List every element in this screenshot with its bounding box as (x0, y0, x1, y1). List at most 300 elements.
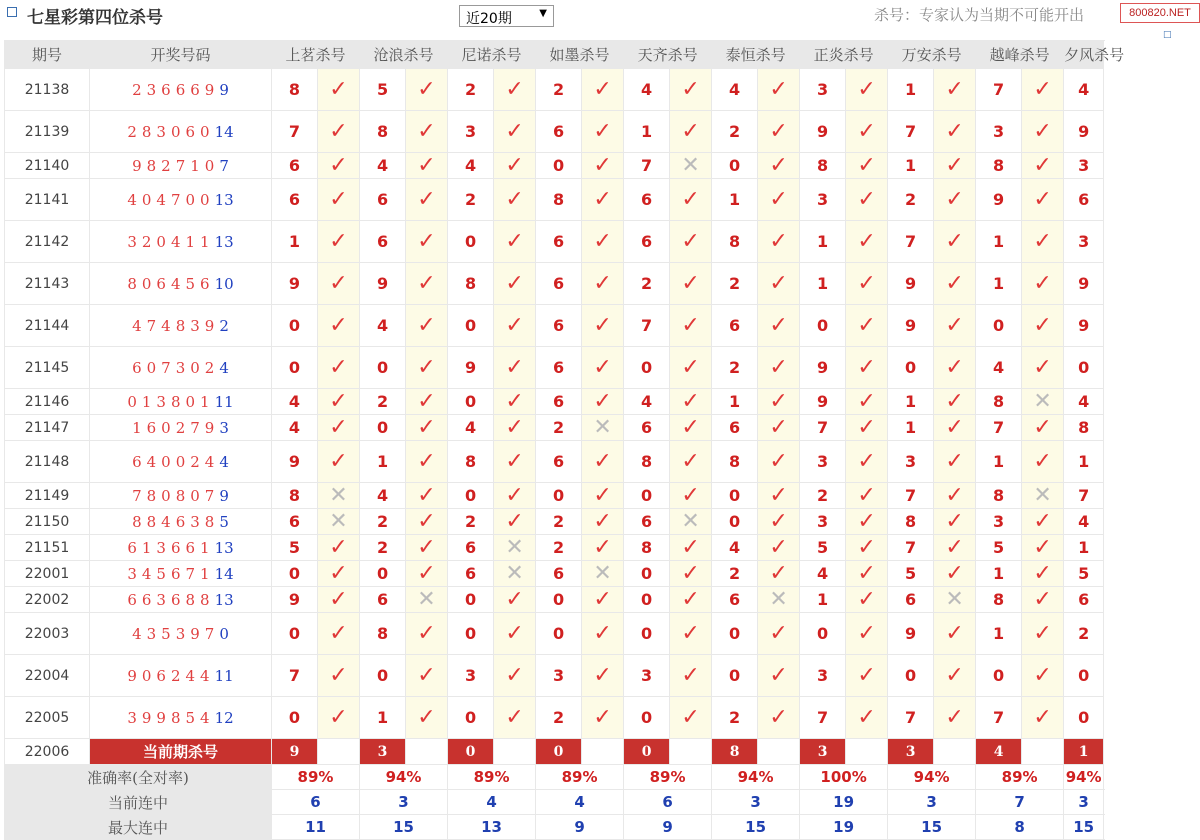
issue-number: 21142 (5, 221, 90, 263)
draw-sum: 7 (219, 156, 229, 175)
draw-digits: 404700 (127, 190, 215, 209)
kill-number: 3 (976, 509, 1022, 535)
draw-sum: 9 (219, 80, 229, 99)
check-icon: ✓ (846, 389, 888, 415)
kill-number: 4 (624, 69, 670, 111)
spacer-cell (934, 739, 976, 765)
kill-number: 9 (800, 347, 846, 389)
current-streak-row-value: 3 (1064, 790, 1104, 815)
check-icon: ✓ (406, 697, 448, 739)
check-icon: ✓ (318, 69, 360, 111)
kill-number: 1 (976, 561, 1022, 587)
check-icon: ✓ (318, 587, 360, 613)
table-row (5, 347, 1104, 389)
kill-number: 9 (976, 179, 1022, 221)
kill-number: 5 (800, 535, 846, 561)
kill-number: 3 (888, 441, 934, 483)
table-row (5, 613, 1104, 655)
draw-numbers (90, 111, 272, 153)
kill-number: 0 (624, 587, 670, 613)
accuracy-row-value: 89% (536, 765, 624, 790)
kill-number: 5 (272, 535, 318, 561)
kill-number: 3 (800, 509, 846, 535)
check-icon: ✓ (758, 263, 800, 305)
current-kill-number: 3 (888, 739, 934, 765)
check-icon: ✓ (494, 483, 536, 509)
kill-number: 4 (1064, 509, 1104, 535)
draw-digits: 474839 (132, 316, 220, 335)
check-icon: ✓ (758, 221, 800, 263)
kill-number: 8 (272, 69, 318, 111)
check-icon: ✓ (582, 483, 624, 509)
kill-number: 6 (624, 415, 670, 441)
cross-icon: ✕ (1022, 389, 1064, 415)
check-icon: ✓ (582, 535, 624, 561)
check-icon: ✓ (758, 389, 800, 415)
range-select[interactable] (459, 5, 554, 27)
check-icon: ✓ (406, 111, 448, 153)
kill-number: 7 (888, 535, 934, 561)
check-icon: ✓ (494, 305, 536, 347)
check-icon: ✓ (1022, 561, 1064, 587)
check-icon: ✓ (494, 441, 536, 483)
kill-number: 7 (888, 697, 934, 739)
kill-number: 3 (800, 179, 846, 221)
check-icon: ✓ (1022, 655, 1064, 697)
kill-number: 9 (1064, 263, 1104, 305)
check-icon: ✓ (670, 561, 712, 587)
kill-number: 0 (624, 483, 670, 509)
check-icon: ✓ (1022, 111, 1064, 153)
draw-digits: 884638 (132, 512, 220, 531)
issue-number: 22003 (5, 613, 90, 655)
kill-number: 7 (976, 69, 1022, 111)
kill-number: 7 (1064, 483, 1104, 509)
issue-number: 21138 (5, 69, 90, 111)
kill-number: 8 (272, 483, 318, 509)
current-streak-row-value: 19 (800, 790, 888, 815)
kill-number: 9 (272, 587, 318, 613)
kill-number: 1 (976, 441, 1022, 483)
table-row (5, 389, 1104, 415)
draw-sum: 11 (214, 392, 234, 411)
kill-number: 7 (624, 153, 670, 179)
draw-numbers (90, 415, 272, 441)
cross-icon: ✕ (406, 587, 448, 613)
table-row (5, 509, 1104, 535)
kill-number: 0 (448, 221, 494, 263)
check-icon: ✓ (670, 389, 712, 415)
current-streak-row-label: 当前连中 (5, 790, 272, 815)
check-icon: ✓ (670, 111, 712, 153)
kill-number: 0 (800, 613, 846, 655)
check-icon: ✓ (846, 153, 888, 179)
kill-number: 0 (448, 587, 494, 613)
kill-number: 1 (800, 587, 846, 613)
kill-number: 0 (1064, 655, 1104, 697)
check-icon: ✓ (934, 111, 976, 153)
kill-number: 0 (536, 587, 582, 613)
kill-number: 0 (712, 153, 758, 179)
kill-number: 4 (1064, 389, 1104, 415)
site-logo: 800820.NET (1120, 3, 1200, 23)
draw-digits: 613661 (127, 538, 215, 557)
kill-number: 6 (1064, 179, 1104, 221)
current-kill-label: 当前期杀号 (90, 739, 272, 765)
kill-number: 6 (624, 509, 670, 535)
kill-number: 8 (976, 483, 1022, 509)
current-kill-number: 0 (624, 739, 670, 765)
kill-number: 7 (800, 697, 846, 739)
kill-number: 8 (976, 389, 1022, 415)
kill-number: 6 (536, 111, 582, 153)
table-row (5, 535, 1104, 561)
draw-numbers (90, 69, 272, 111)
col-expert: 沧浪杀号 (360, 41, 448, 69)
accuracy-row-value: 89% (976, 765, 1064, 790)
col-expert: 正炎杀号 (800, 41, 888, 69)
check-icon: ✓ (318, 613, 360, 655)
kill-number: 0 (360, 561, 406, 587)
kill-number: 6 (536, 561, 582, 587)
draw-digits: 236669 (132, 80, 220, 99)
check-icon: ✓ (934, 483, 976, 509)
kill-number: 9 (272, 441, 318, 483)
check-icon: ✓ (406, 415, 448, 441)
kill-number: 9 (272, 263, 318, 305)
check-icon: ✓ (318, 221, 360, 263)
draw-sum: 0 (219, 624, 229, 643)
check-icon: ✓ (582, 509, 624, 535)
kill-number: 1 (712, 179, 758, 221)
kill-number: 4 (272, 415, 318, 441)
kill-number: 0 (624, 347, 670, 389)
kill-number: 7 (624, 305, 670, 347)
kill-number: 2 (536, 69, 582, 111)
kill-number: 0 (360, 347, 406, 389)
check-icon: ✓ (758, 69, 800, 111)
check-icon: ✓ (1022, 305, 1064, 347)
check-icon: ✓ (934, 153, 976, 179)
check-icon: ✓ (318, 415, 360, 441)
kill-number: 2 (360, 535, 406, 561)
check-icon: ✓ (670, 697, 712, 739)
check-icon: ✓ (582, 179, 624, 221)
kill-number: 0 (448, 305, 494, 347)
cross-icon: ✕ (670, 509, 712, 535)
range-select-value: 近20期 (466, 11, 512, 27)
top-bar (0, 0, 1200, 40)
table-row (5, 587, 1104, 613)
issue-number: 21139 (5, 111, 90, 153)
kill-number: 7 (800, 415, 846, 441)
kill-number: 1 (712, 389, 758, 415)
issue-number: 21146 (5, 389, 90, 415)
issue-number: 21151 (5, 535, 90, 561)
kill-number: 1 (624, 111, 670, 153)
draw-digits: 320411 (127, 232, 215, 251)
draw-numbers (90, 347, 272, 389)
kill-number: 4 (800, 561, 846, 587)
check-icon: ✓ (846, 441, 888, 483)
kill-number: 2 (360, 509, 406, 535)
check-icon: ✓ (406, 305, 448, 347)
issue-number: 22002 (5, 587, 90, 613)
check-icon: ✓ (934, 347, 976, 389)
check-icon: ✓ (1022, 587, 1064, 613)
header-row (5, 41, 1104, 69)
check-icon: ✓ (758, 153, 800, 179)
draw-digits: 806456 (127, 274, 215, 293)
kill-number: 1 (272, 221, 318, 263)
kill-number: 4 (360, 305, 406, 347)
check-icon: ✓ (318, 111, 360, 153)
kill-number: 3 (1064, 153, 1104, 179)
kill-number: 9 (800, 111, 846, 153)
table-row (5, 111, 1104, 153)
check-icon: ✓ (934, 561, 976, 587)
kill-number: 1 (976, 221, 1022, 263)
check-icon: ✓ (670, 587, 712, 613)
kill-number: 2 (448, 179, 494, 221)
check-icon: ✓ (846, 263, 888, 305)
kill-number: 0 (272, 561, 318, 587)
kill-number: 2 (712, 347, 758, 389)
kill-number: 0 (976, 305, 1022, 347)
issue-number: 21150 (5, 509, 90, 535)
check-icon: ✓ (406, 441, 448, 483)
current-kill-number: 9 (272, 739, 318, 765)
col-draw: 开奖号码 (90, 41, 272, 69)
check-icon: ✓ (846, 561, 888, 587)
kill-number: 2 (448, 69, 494, 111)
current-streak-row-value: 3 (360, 790, 448, 815)
col-expert: 上茗杀号 (272, 41, 360, 69)
current-kill-number: 0 (448, 739, 494, 765)
kill-number: 4 (712, 69, 758, 111)
kill-number: 3 (976, 111, 1022, 153)
kill-number: 6 (360, 587, 406, 613)
kill-number: 1 (1064, 441, 1104, 483)
col-expert: 尼诺杀号 (448, 41, 536, 69)
table-row (5, 415, 1104, 441)
check-icon: ✓ (670, 535, 712, 561)
draw-sum: 14 (214, 564, 234, 583)
issue-number: 21140 (5, 153, 90, 179)
kill-number: 6 (624, 221, 670, 263)
check-icon: ✓ (582, 69, 624, 111)
check-icon: ✓ (582, 389, 624, 415)
check-icon: ✓ (318, 153, 360, 179)
check-icon: ✓ (846, 655, 888, 697)
accuracy-row (5, 765, 1104, 790)
kill-number: 6 (536, 221, 582, 263)
check-icon: ✓ (1022, 263, 1064, 305)
draw-numbers (90, 153, 272, 179)
kill-number: 0 (448, 483, 494, 509)
accuracy-row-value: 94% (360, 765, 448, 790)
kill-number: 1 (800, 263, 846, 305)
max-streak-row-value: 15 (712, 815, 800, 840)
check-icon: ✓ (670, 179, 712, 221)
check-icon: ✓ (934, 509, 976, 535)
check-icon: ✓ (670, 655, 712, 697)
kill-number: 3 (448, 655, 494, 697)
check-icon: ✓ (582, 111, 624, 153)
kill-number: 3 (800, 441, 846, 483)
check-icon: ✓ (494, 347, 536, 389)
issue-number: 22004 (5, 655, 90, 697)
kill-number: 2 (448, 509, 494, 535)
kill-number: 7 (888, 111, 934, 153)
draw-numbers (90, 697, 272, 739)
kill-number: 0 (272, 305, 318, 347)
kill-number: 6 (1064, 587, 1104, 613)
kill-number: 3 (800, 655, 846, 697)
cross-icon: ✕ (582, 561, 624, 587)
cross-icon: ✕ (1022, 483, 1064, 509)
kill-number: 6 (888, 587, 934, 613)
check-icon: ✓ (934, 415, 976, 441)
kill-number: 0 (448, 697, 494, 739)
spacer-cell (758, 739, 800, 765)
check-icon: ✓ (670, 483, 712, 509)
check-icon: ✓ (758, 697, 800, 739)
check-icon: ✓ (670, 347, 712, 389)
check-icon: ✓ (1022, 153, 1064, 179)
draw-numbers (90, 613, 272, 655)
check-icon: ✓ (934, 179, 976, 221)
draw-numbers (90, 587, 272, 613)
check-icon: ✓ (758, 655, 800, 697)
draw-digits: 982710 (132, 156, 220, 175)
kill-number: 4 (1064, 69, 1104, 111)
check-icon: ✓ (1022, 415, 1064, 441)
check-icon: ✓ (1022, 613, 1064, 655)
table-row (5, 179, 1104, 221)
kill-number: 3 (800, 69, 846, 111)
kill-number: 6 (272, 509, 318, 535)
max-streak-row-value: 15 (360, 815, 448, 840)
kill-number: 8 (976, 153, 1022, 179)
check-icon: ✓ (406, 389, 448, 415)
check-icon: ✓ (1022, 179, 1064, 221)
check-icon: ✓ (582, 263, 624, 305)
kill-number: 0 (1064, 697, 1104, 739)
check-icon: ✓ (318, 561, 360, 587)
check-icon: ✓ (934, 389, 976, 415)
kill-number: 3 (536, 655, 582, 697)
kill-number: 3 (1064, 221, 1104, 263)
col-expert: 越峰杀号 (976, 41, 1064, 69)
kill-number: 0 (624, 697, 670, 739)
draw-digits: 283060 (127, 122, 215, 141)
current-kill-number: 0 (536, 739, 582, 765)
draw-numbers (90, 483, 272, 509)
accuracy-row-value: 100% (800, 765, 888, 790)
col-expert: 万安杀号 (888, 41, 976, 69)
draw-digits: 345671 (127, 564, 215, 583)
kill-number: 0 (272, 697, 318, 739)
issue-number: 21141 (5, 179, 90, 221)
kill-number: 0 (272, 347, 318, 389)
spacer-cell (670, 739, 712, 765)
col-expert: 泰恒杀号 (712, 41, 800, 69)
draw-numbers (90, 441, 272, 483)
check-icon: ✓ (846, 305, 888, 347)
cross-icon: ✕ (758, 587, 800, 613)
kill-number: 4 (624, 389, 670, 415)
kill-number: 1 (976, 263, 1022, 305)
check-icon: ✓ (1022, 697, 1064, 739)
table-row (5, 697, 1104, 739)
draw-sum: 4 (219, 358, 229, 377)
check-icon: ✓ (670, 613, 712, 655)
check-icon: ✓ (758, 613, 800, 655)
draw-sum: 3 (219, 418, 229, 437)
check-icon: ✓ (318, 535, 360, 561)
check-icon: ✓ (494, 111, 536, 153)
table-row (5, 655, 1104, 697)
spacer-cell (406, 739, 448, 765)
check-icon: ✓ (1022, 441, 1064, 483)
max-streak-row-value: 9 (536, 815, 624, 840)
kill-number: 6 (536, 263, 582, 305)
kill-number: 2 (800, 483, 846, 509)
kill-number: 1 (888, 415, 934, 441)
check-icon: ✓ (758, 415, 800, 441)
check-icon: ✓ (934, 263, 976, 305)
cross-icon: ✕ (318, 483, 360, 509)
check-icon: ✓ (318, 389, 360, 415)
check-icon: ✓ (494, 509, 536, 535)
check-icon: ✓ (846, 509, 888, 535)
draw-digits: 906244 (127, 666, 215, 685)
kill-number: 6 (712, 415, 758, 441)
cross-icon: ✕ (318, 509, 360, 535)
draw-numbers (90, 509, 272, 535)
draw-numbers (90, 305, 272, 347)
max-streak-row-value: 15 (888, 815, 976, 840)
issue-number: 21147 (5, 415, 90, 441)
check-icon: ✓ (494, 389, 536, 415)
draw-numbers (90, 535, 272, 561)
kill-number: 8 (1064, 415, 1104, 441)
check-icon: ✓ (846, 221, 888, 263)
kill-number: 6 (536, 389, 582, 415)
check-icon: ✓ (758, 561, 800, 587)
check-icon: ✓ (406, 69, 448, 111)
kill-number: 2 (1064, 613, 1104, 655)
current-kill-number: 3 (360, 739, 406, 765)
kill-number: 6 (272, 179, 318, 221)
kill-number: 4 (272, 389, 318, 415)
check-icon: ✓ (582, 697, 624, 739)
kill-number: 0 (976, 655, 1022, 697)
issue-number: 21144 (5, 305, 90, 347)
kill-number: 0 (624, 561, 670, 587)
check-icon: ✓ (406, 613, 448, 655)
check-icon: ✓ (494, 613, 536, 655)
dropdown-arrow-icon: ▼ (539, 8, 547, 19)
check-icon: ✓ (494, 221, 536, 263)
kill-number: 8 (448, 263, 494, 305)
kill-number: 5 (976, 535, 1022, 561)
kill-number: 5 (1064, 561, 1104, 587)
max-streak-row-value: 15 (1064, 815, 1104, 840)
kill-number: 8 (888, 509, 934, 535)
check-icon: ✓ (758, 305, 800, 347)
